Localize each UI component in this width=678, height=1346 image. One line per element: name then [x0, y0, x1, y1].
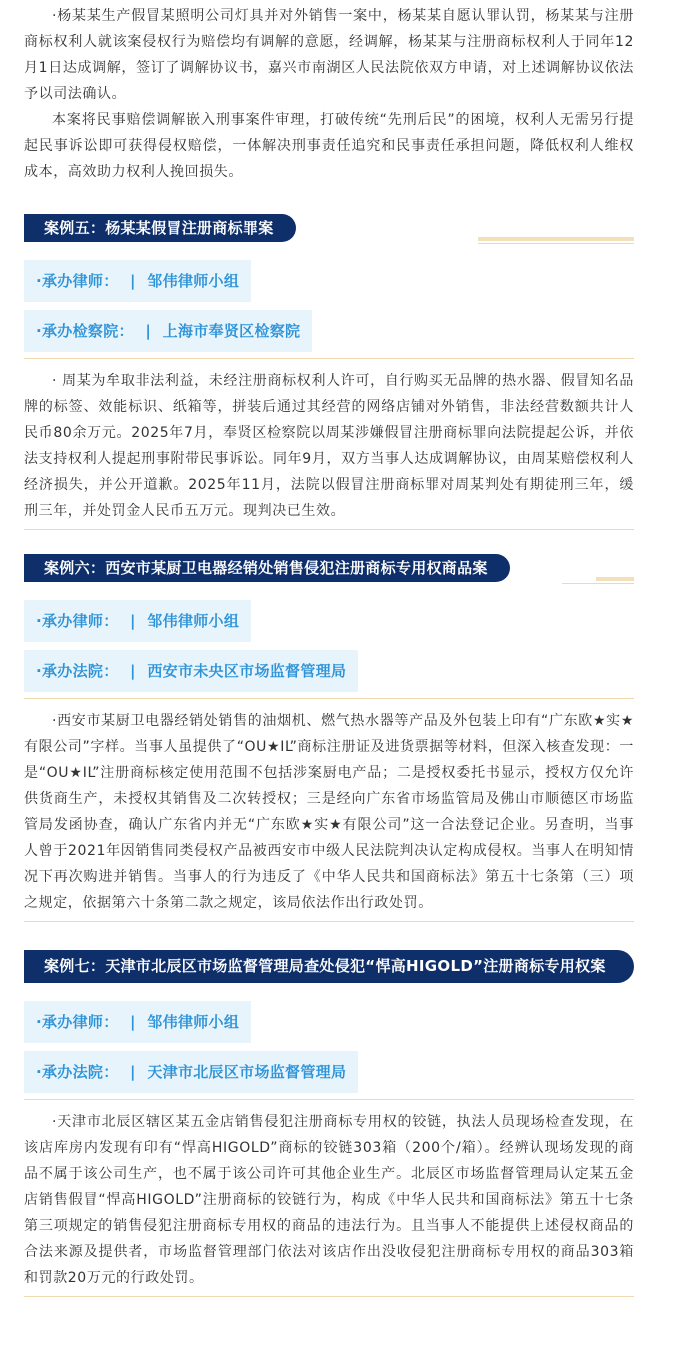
case-section-5: [24, 214, 634, 530]
role-label: ·承办检察院：: [36, 322, 134, 340]
case-header-6: [24, 554, 634, 584]
divider-line: [24, 921, 634, 922]
case-body-block-5: [24, 358, 634, 530]
role-label: ·承办法院：: [36, 662, 119, 680]
role-separator: |: [145, 322, 152, 340]
role-row-6-lawyer: [24, 600, 634, 642]
role-box: [24, 1051, 358, 1093]
role-box: [24, 260, 251, 302]
role-separator: |: [130, 1063, 136, 1081]
case-section-6: [24, 554, 634, 922]
role-value: 邹伟律师小组: [147, 612, 240, 630]
case-title-7: 案例七：天津市北辰区市场监督管理局查处侵犯“悍高HIGOLD”注册商标专用权案: [24, 950, 634, 983]
role-label: ·承办律师：: [36, 612, 119, 630]
case-section-7: [24, 950, 634, 1297]
article-content: [24, 0, 634, 1297]
role-row-5-lawyer: [24, 260, 634, 302]
role-value: 天津市北辰区市场监督管理局: [147, 1063, 347, 1081]
role-value: 上海市奉贤区检察院: [162, 322, 301, 340]
case-body-7: ·天津市北辰区辖区某五金店销售侵犯注册商标专用权的铰链，执法人员现场检查发现，在该店库房内发现有印有“悍高HIGOLD”商标的铰链303箱（200个/箱）。经辨认现场发现的商品不属于该公司生产，也不属于该公司许可其他企业生产。北辰区市场监督管理局认定某五金店销售假冒“悍高HIGOLD”注册商标的铰链行为，构成《中华人民共和国商标法》第五十七条第三项规定的销售侵犯注册商标专用权的商品的违法行为。且当事人不能提供上述侵权商品的合法来源及提供者，市场监督管理部门依法对该店作出没收侵犯注册商标专用权的商品303箱和罚款20万元的行政处罚。: [24, 1114, 634, 1286]
role-separator: |: [130, 272, 136, 290]
case-body-5: · 周某为牟取非法利益，未经注册商标权利人许可，自行购买无品牌的热水器、假冒知名品牌的标签、效能标识、纸箱等，拼装后通过其经营的网络店铺对外销售，非法经营数额共计人民币80余万元。2025年7月，奉贤区检察院以周某涉嫌假冒注册商标罪向法院提起公诉，并依法支持权利人提起刑事附带民事诉讼。同年9月，双方当事人达成调解协议，由周某赔偿权利人经济损失，并公开道歉。2025年11月，法院以假冒注册商标罪对周某判处有期徒刑三年，缓刑三年，并处罚金人民币五万元。现判决已生效。: [24, 373, 634, 519]
role-box: [24, 600, 251, 642]
role-box: [24, 1001, 251, 1043]
header-accent-6: [596, 577, 634, 581]
role-separator: |: [130, 1013, 136, 1031]
intro-paragraph-2: 本案将民事赔偿调解嵌入刑事案件审理，打破传统“先刑后民”的困境，权利人无需另行提起民事诉讼即可获得侵权赔偿，一体解决刑事责任追究和民事责任承担问题，降低权利人维权成本，高效助力权利人挽回损失。: [24, 112, 634, 180]
role-row-7-agency: [24, 1051, 634, 1093]
role-box: [24, 310, 312, 352]
role-value: 西安市未央区市场监督管理局: [147, 662, 347, 680]
divider-line: [24, 358, 634, 359]
role-row-7-lawyer: [24, 1001, 634, 1043]
divider-line: [24, 529, 634, 530]
intro-paragraph-1: ·杨某某生产假冒某照明公司灯具并对外销售一案中，杨某某自愿认罪认罚，杨某某与注册商标权利人就该案侵权行为赔偿均有调解的意愿，经调解，杨某某与注册商标权利人于同年12月1日达成调解，签订了调解协议书，嘉兴市南湖区人民法院依双方申请，对上述调解协议依法予以司法确认。: [24, 8, 634, 102]
role-label: ·承办律师：: [36, 272, 119, 290]
case-title-6: 案例六：西安市某厨卫电器经销处销售侵犯注册商标专用权商品案: [24, 554, 510, 582]
role-label: ·承办律师：: [36, 1013, 119, 1031]
header-line-6: [562, 583, 634, 584]
case-body-block-6: [24, 698, 634, 922]
role-separator: |: [130, 662, 136, 680]
divider-line: [24, 698, 634, 699]
divider-line: [24, 1296, 634, 1297]
case-body-6: ·西安市某厨卫电器经销处销售的油烟机、燃气热水器等产品及外包装上印有“广东欧★实★有限公司”字样。当事人虽提供了“OU★IL”商标注册证及进货票据等材料，但深入核查发现：一是“OU★IL”注册商标核定使用范围不包括涉案厨电产品；二是授权委托书显示，授权方仅允许供货商生产，未授权其销售及二次转授权；三是经向广东省市场监管局及佛山市顺德区市场监管局发函协查，确认广东省内并无“广东欧★实★有限公司”这一合法登记企业。另查明，当事人曾于2021年因销售同类侵权产品被西安市中级人民法院判决认定构成侵权。当事人在明知情况下再次购进并销售。当事人的行为违反了《中华人民共和国商标法》第五十七条第（三）项之规定，依据第六十条第二款之规定，该局依法作出行政处罚。: [24, 713, 634, 911]
intro-section: [24, 0, 634, 185]
role-row-5-agency: [24, 310, 634, 352]
role-value: 邹伟律师小组: [147, 1013, 240, 1031]
role-label: ·承办法院：: [36, 1063, 119, 1081]
case-title-5: 案例五：杨某某假冒注册商标罪案: [24, 214, 296, 242]
header-accent-5: [478, 237, 634, 241]
role-row-6-agency: [24, 650, 634, 692]
case-body-block-7: [24, 1099, 634, 1297]
case-header-5: [24, 214, 634, 244]
role-separator: |: [130, 612, 136, 630]
divider-line: [24, 1099, 634, 1100]
header-line-5: [478, 243, 634, 244]
role-value: 邹伟律师小组: [147, 272, 240, 290]
role-box: [24, 650, 358, 692]
